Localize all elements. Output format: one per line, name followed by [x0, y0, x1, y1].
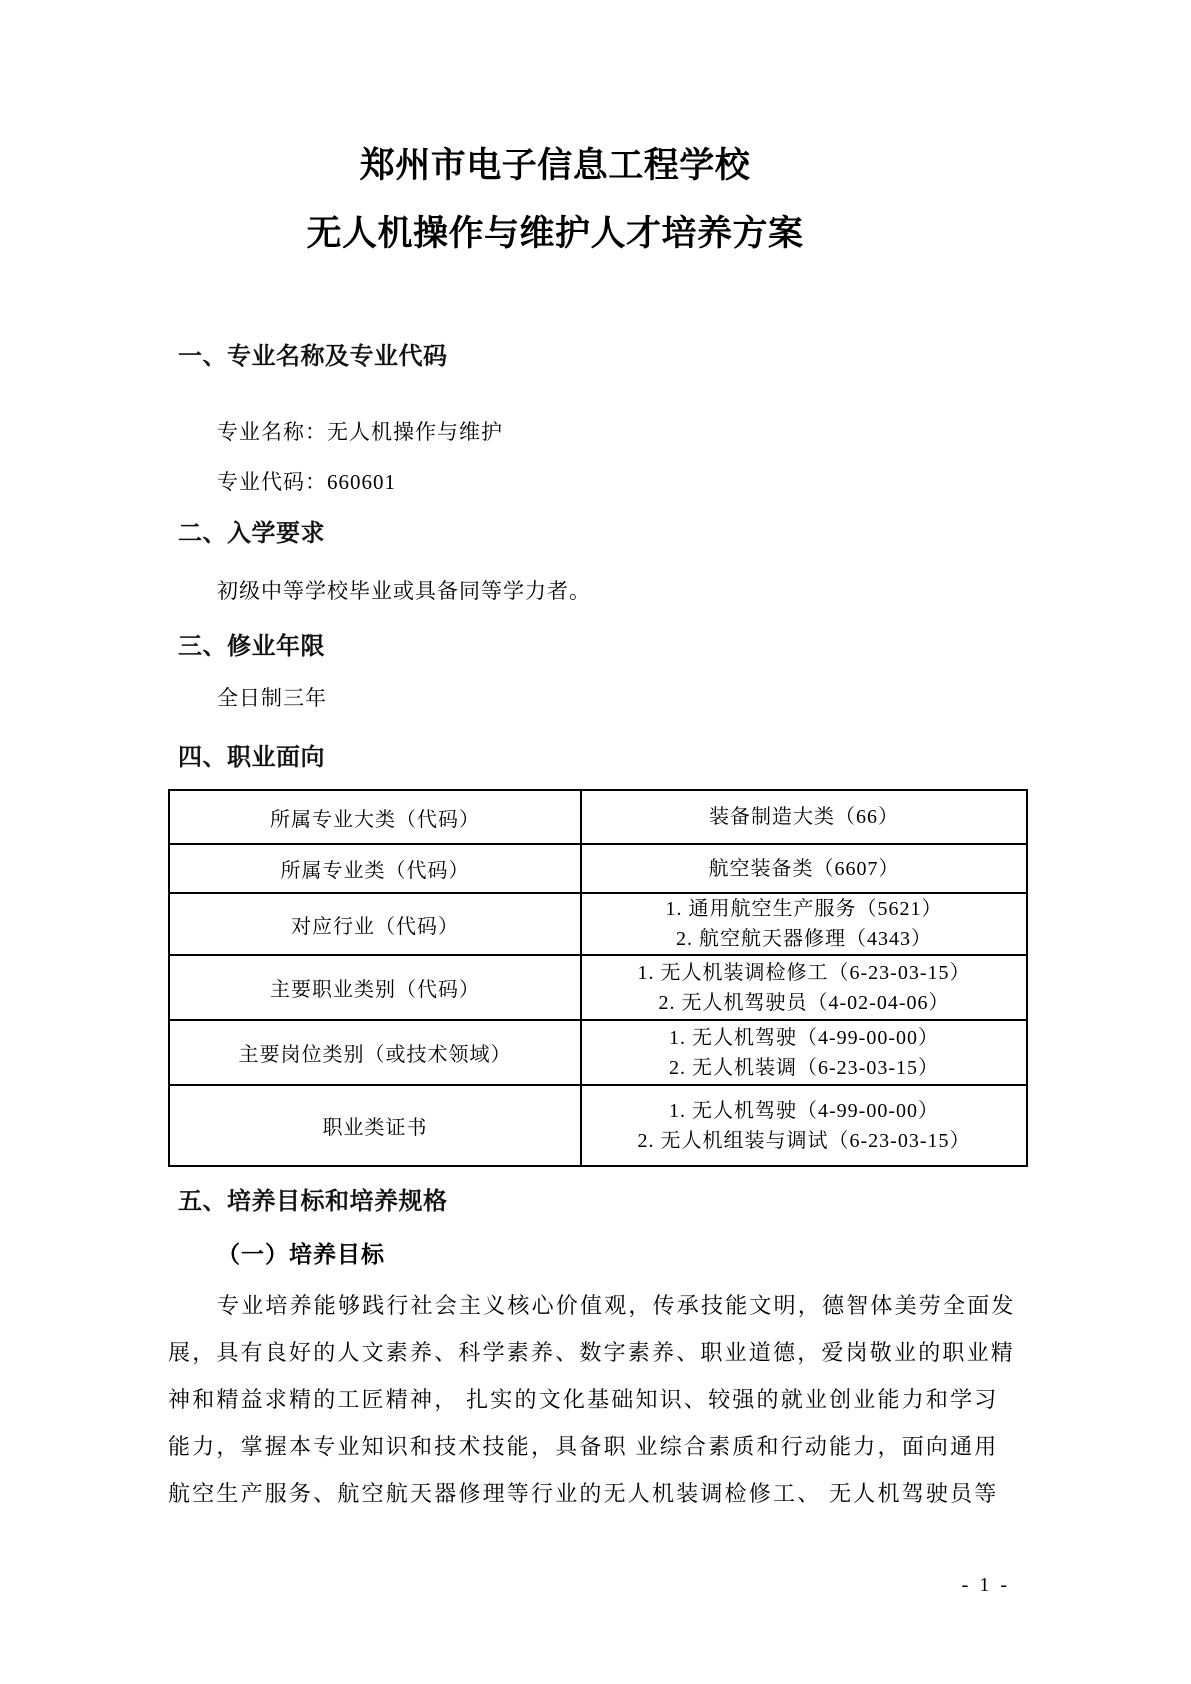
table-value-line: 2. 无人机组装与调试（6-23-03-15）: [637, 1129, 971, 1152]
table-value-line: 1. 通用航空生产服务（5621）: [665, 898, 943, 920]
table-value-line: 装备制造大类（66）: [709, 806, 899, 828]
table-row-value: [581, 1020, 1027, 1085]
document-title-line2: 无人机操作与维护人才培养方案: [306, 214, 804, 253]
table-row-label: 职业类证书: [169, 1085, 581, 1166]
section3-heading: 三、修业年限: [178, 633, 325, 660]
table-value-line: 1. 无人机驾驶（4-99-00-00）: [669, 1026, 939, 1049]
table-row-value: [581, 1085, 1027, 1166]
table-row: [169, 790, 1027, 844]
section5-subheading: （一）培养目标: [217, 1242, 385, 1267]
paragraph-line: 神和精益求精的工匠精神， 扎实的文化基础知识、较强的就业创业能力和学习: [168, 1387, 999, 1412]
table-row-value: [581, 955, 1027, 1020]
section2-heading: 二、入学要求: [178, 520, 325, 547]
table-row-label: 主要岗位类别（或技术领域）: [169, 1020, 581, 1085]
table-row-value: [581, 844, 1027, 893]
table-row: [169, 1085, 1027, 1166]
table-row-label: 所属专业类（代码）: [169, 844, 581, 893]
table-row-label: 所属专业大类（代码）: [169, 790, 581, 844]
table-value-line: 1. 无人机驾驶（4-99-00-00）: [669, 1099, 939, 1122]
paragraph-line: 能力，掌握本专业知识和技术技能，具备职 业综合素质和行动能力，面向通用: [168, 1434, 999, 1459]
table-row-label: 主要职业类别（代码）: [169, 955, 581, 1020]
table-row: [169, 893, 1027, 955]
document-content: [168, 0, 1022, 1517]
page-number: - 1 -: [961, 1574, 1010, 1596]
table-row-value: [581, 893, 1027, 955]
career-orientation-table: [168, 789, 1028, 1167]
table-row-label: 对应行业（代码）: [169, 893, 581, 955]
table-row: [169, 1020, 1027, 1085]
section1-heading: 一、专业名称及专业代码: [178, 343, 448, 370]
paragraph-line: 专业培养能够践行社会主义核心价值观，传承技能文明，德智体美劳全面发: [217, 1293, 1016, 1318]
major-name-line: 专业名称：无人机操作与维护: [217, 420, 503, 444]
major-code-line: 专业代码：660601: [217, 470, 396, 494]
table-row: [169, 955, 1027, 1020]
section4-heading: 四、职业面向: [178, 744, 325, 771]
table-value-line: 航空装备类（6607）: [708, 857, 900, 880]
table-value-line: 2. 无人机装调（6-23-03-15）: [669, 1056, 939, 1079]
document-title-line1: 郑州市电子信息工程学校: [359, 146, 751, 185]
table-value-line: 2. 无人机驾驶员（4-02-04-06）: [658, 991, 950, 1014]
table-row: [169, 844, 1027, 893]
paragraph-line: 航空生产服务、航空航天器修理等行业的无人机装调检修工、 无人机驾驶员等: [168, 1481, 999, 1506]
section3-body: 全日制三年: [217, 686, 327, 710]
table-value-line: 2. 航空航天器修理（4343）: [676, 928, 932, 950]
training-objective-paragraph: [168, 1282, 1022, 1517]
table-value-line: 1. 无人机装调检修工（6-23-03-15）: [637, 961, 971, 984]
table-row-value: [581, 790, 1027, 844]
paragraph-line: 展，具有良好的人文素养、科学素养、数字素养、职业道德，爱岗敬业的职业精: [168, 1340, 1016, 1365]
section2-body: 初级中等学校毕业或具备同等学力者。: [217, 579, 591, 603]
section5-heading: 五、培养目标和培养规格: [178, 1188, 448, 1215]
